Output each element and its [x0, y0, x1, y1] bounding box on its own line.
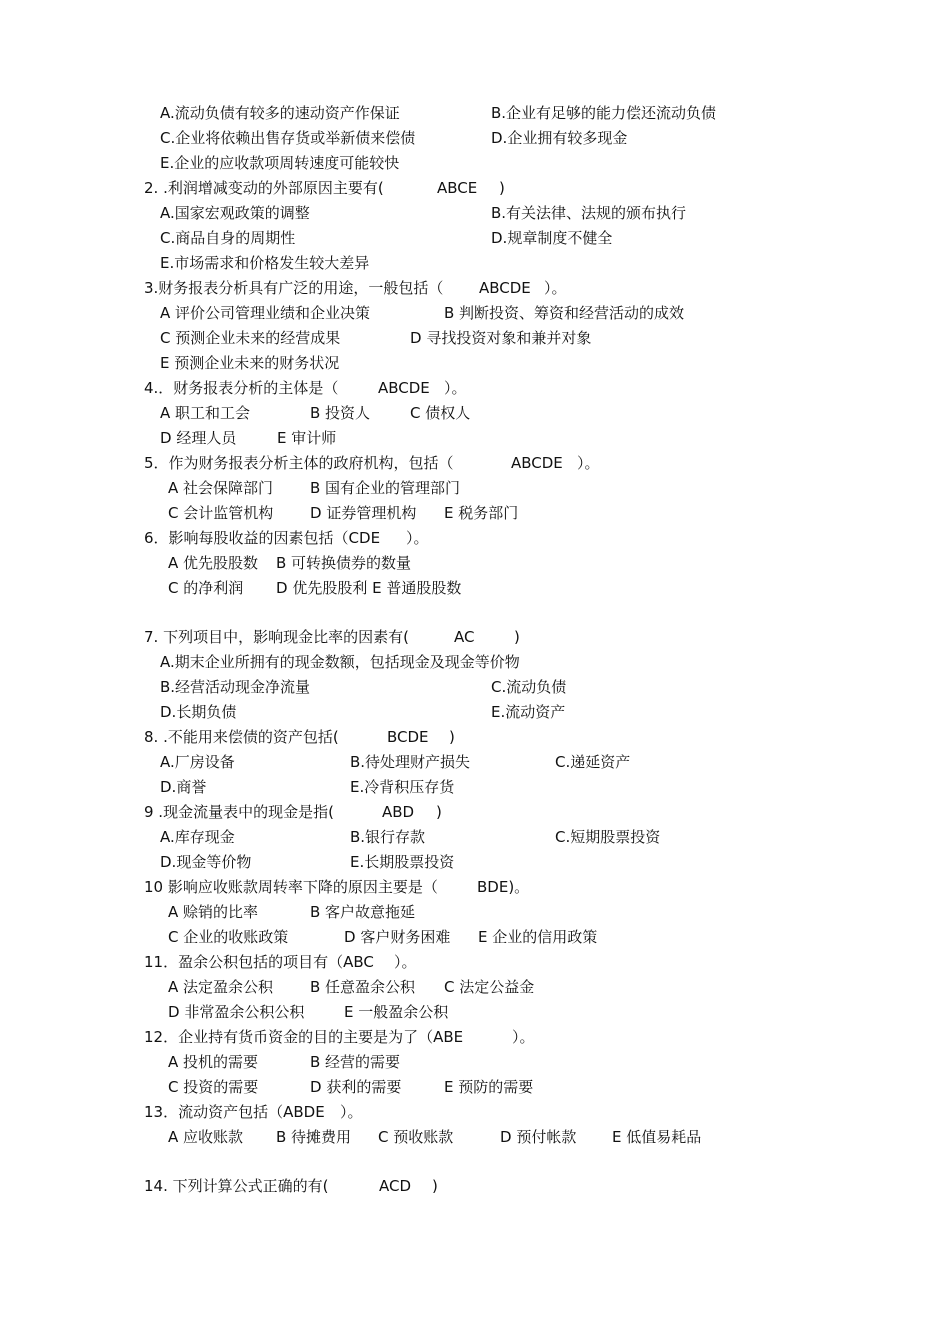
q11-stem: 11．盈余公积包括的项目有（ABC — [144, 953, 374, 971]
q7-option-d: D.长期负债 — [160, 703, 237, 721]
q9-option-c: C.短期股票投资 — [555, 828, 661, 846]
q7-option-b: B.经营活动现金净流量 — [160, 678, 311, 696]
q6-close-paren: ）。 — [406, 529, 429, 547]
q12-option-c: C 投资的需要 — [168, 1078, 259, 1096]
q8-option-d: D.商誉 — [160, 778, 207, 796]
q4-option-d: D 经理人员 — [160, 429, 237, 447]
q3-option-b: B 判断投资、筹资和经营活动的成效 — [444, 304, 685, 322]
q6-option-b: B 可转换债券的数量 — [276, 554, 412, 572]
q13-option-c: C 预收账款 — [378, 1128, 454, 1146]
q8-close-paren: ) — [449, 728, 455, 746]
q9-option-b: B.银行存款 — [350, 828, 426, 846]
q1-option-b: B.企业有足够的能力偿还流动负债 — [491, 104, 717, 122]
q5-stem: 5．作为财务报表分析主体的政府机构，包括（ — [144, 454, 454, 472]
q9-close-paren: ) — [436, 803, 442, 821]
q1-option-a: A.流动负债有较多的速动资产作保证 — [160, 104, 400, 122]
q13-stem: 13．流动资产包括（ABDE — [144, 1103, 325, 1121]
q3-option-d: D 寻找投资对象和兼并对象 — [410, 329, 592, 347]
q13-option-a: A 应收账款 — [168, 1128, 244, 1146]
q5-option-c: C 会计监管机构 — [168, 504, 274, 522]
q13-option-e: E 低值易耗品 — [612, 1128, 702, 1146]
q11-close-paren: ）。 — [394, 953, 417, 971]
q2-option-c: C.商品自身的周期性 — [160, 229, 296, 247]
q2-option-b: B.有关法律、法规的颁布执行 — [491, 204, 687, 222]
q9-stem: 9 .现金流量表中的现金是指( — [144, 803, 334, 821]
q5-option-d: D 证券管理机构 — [310, 504, 417, 522]
q4-option-c: C 债权人 — [410, 404, 471, 422]
q1-option-d: D.企业拥有较多现金 — [491, 129, 628, 147]
q11-option-d: D 非常盈余公积公积 — [168, 1003, 305, 1021]
q12-option-d: D 获利的需要 — [310, 1078, 402, 1096]
q8-answer: BCDE — [387, 728, 429, 746]
q8-option-b: B.待处理财产损失 — [350, 753, 471, 771]
q7-option-e: E.流动资产 — [491, 703, 566, 721]
q14-stem: 14. 下列计算公式正确的有( — [144, 1177, 329, 1195]
q6-option-d-e: D 优先股股利 E 普通股股数 — [276, 579, 462, 597]
q13-close-paren: ）。 — [340, 1103, 363, 1121]
q7-stem: 7. 下列项目中，影响现金比率的因素有( — [144, 628, 409, 646]
q9-option-a: A.库存现金 — [160, 828, 235, 846]
q3-option-e: E 预测企业未来的财务状况 — [160, 354, 340, 372]
q10-option-a: A 赊销的比率 — [168, 903, 259, 921]
q3-option-a: A 评价公司管理业绩和企业决策 — [160, 304, 371, 322]
q13-option-b: B 待摊费用 — [276, 1128, 352, 1146]
q11-option-c: C 法定公益金 — [444, 978, 535, 996]
q2-answer: ABCE — [437, 179, 478, 197]
q1-option-e: E.企业的应收款项周转速度可能较快 — [160, 154, 400, 172]
q5-close-paren: ）。 — [577, 454, 600, 472]
q6-stem: 6．影响每股收益的因素包括（CDE — [144, 529, 381, 547]
q6-option-c: C 的净利润 — [168, 579, 244, 597]
q9-answer: ABD — [382, 803, 415, 821]
q3-answer: ABCDE — [479, 279, 531, 297]
q5-option-a: A 社会保障部门 — [168, 479, 274, 497]
q12-option-b: B 经营的需要 — [310, 1053, 401, 1071]
q6-option-a: A 优先股股数 — [168, 554, 259, 572]
q12-option-a: A 投机的需要 — [168, 1053, 259, 1071]
q12-option-e: E 预防的需要 — [444, 1078, 534, 1096]
q5-option-b: B 国有企业的管理部门 — [310, 479, 461, 497]
q5-option-e: E 税务部门 — [444, 504, 519, 522]
q9-option-e: E.长期股票投资 — [350, 853, 455, 871]
q11-option-b: B 任意盈余公积 — [310, 978, 416, 996]
q7-answer: AC — [454, 628, 475, 646]
q9-option-d: D.现金等价物 — [160, 853, 252, 871]
q10-option-c: C 企业的收账政策 — [168, 928, 289, 946]
q8-stem: 8. .不能用来偿债的资产包括( — [144, 728, 339, 746]
q5-answer: ABCDE — [511, 454, 563, 472]
q1-option-c: C.企业将依赖出售存货或举新债来偿债 — [160, 129, 416, 147]
q14-answer: ACD — [379, 1177, 412, 1195]
q10-answer: BDE)。 — [477, 878, 530, 896]
q2-stem: 2. .利润增减变动的外部原因主要有( — [144, 179, 384, 197]
q3-stem: 3.财务报表分析具有广泛的用途，一般包括（ — [144, 279, 444, 297]
q14-close-paren: ) — [432, 1177, 438, 1195]
q12-stem: 12．企业持有货币资金的目的主要是为了（ABE — [144, 1028, 464, 1046]
q4-option-a: A 职工和工会 — [160, 404, 251, 422]
q10-option-d: D 客户财务困难 — [344, 928, 451, 946]
q10-option-b: B 客户故意拖延 — [310, 903, 416, 921]
q10-option-e: E 企业的信用政策 — [478, 928, 598, 946]
q2-option-a: A.国家宏观政策的调整 — [160, 204, 310, 222]
q3-option-c: C 预测企业未来的经营成果 — [160, 329, 341, 347]
q8-option-e: E.冷背积压存货 — [350, 778, 455, 796]
q2-option-d: D.规章制度不健全 — [491, 229, 613, 247]
q4-option-b: B 投资人 — [310, 404, 371, 422]
q2-option-e: E.市场需求和价格发生较大差异 — [160, 254, 370, 272]
q8-option-a: A.厂房设备 — [160, 753, 235, 771]
q8-option-c: C.递延资产 — [555, 753, 631, 771]
q3-close-paren: ）。 — [544, 279, 567, 297]
q4-close-paren: ）。 — [444, 379, 467, 397]
q11-option-e: E 一般盈余公积 — [344, 1003, 449, 1021]
q12-close-paren: ）。 — [512, 1028, 535, 1046]
q10-stem: 10 影响应收账款周转率下降的原因主要是（ — [144, 878, 438, 896]
q4-stem: 4.．财务报表分析的主体是（ — [144, 379, 339, 397]
q13-option-d: D 预付帐款 — [500, 1128, 577, 1146]
q7-option-a: A.期末企业所拥有的现金数额，包括现金及现金等价物 — [160, 653, 520, 671]
q2-close-paren: ) — [499, 179, 505, 197]
q7-option-c: C.流动负债 — [491, 678, 567, 696]
q4-answer: ABCDE — [378, 379, 430, 397]
q11-option-a: A 法定盈余公积 — [168, 978, 274, 996]
q7-close-paren: ) — [514, 628, 520, 646]
q4-option-e: E 审计师 — [277, 429, 337, 447]
